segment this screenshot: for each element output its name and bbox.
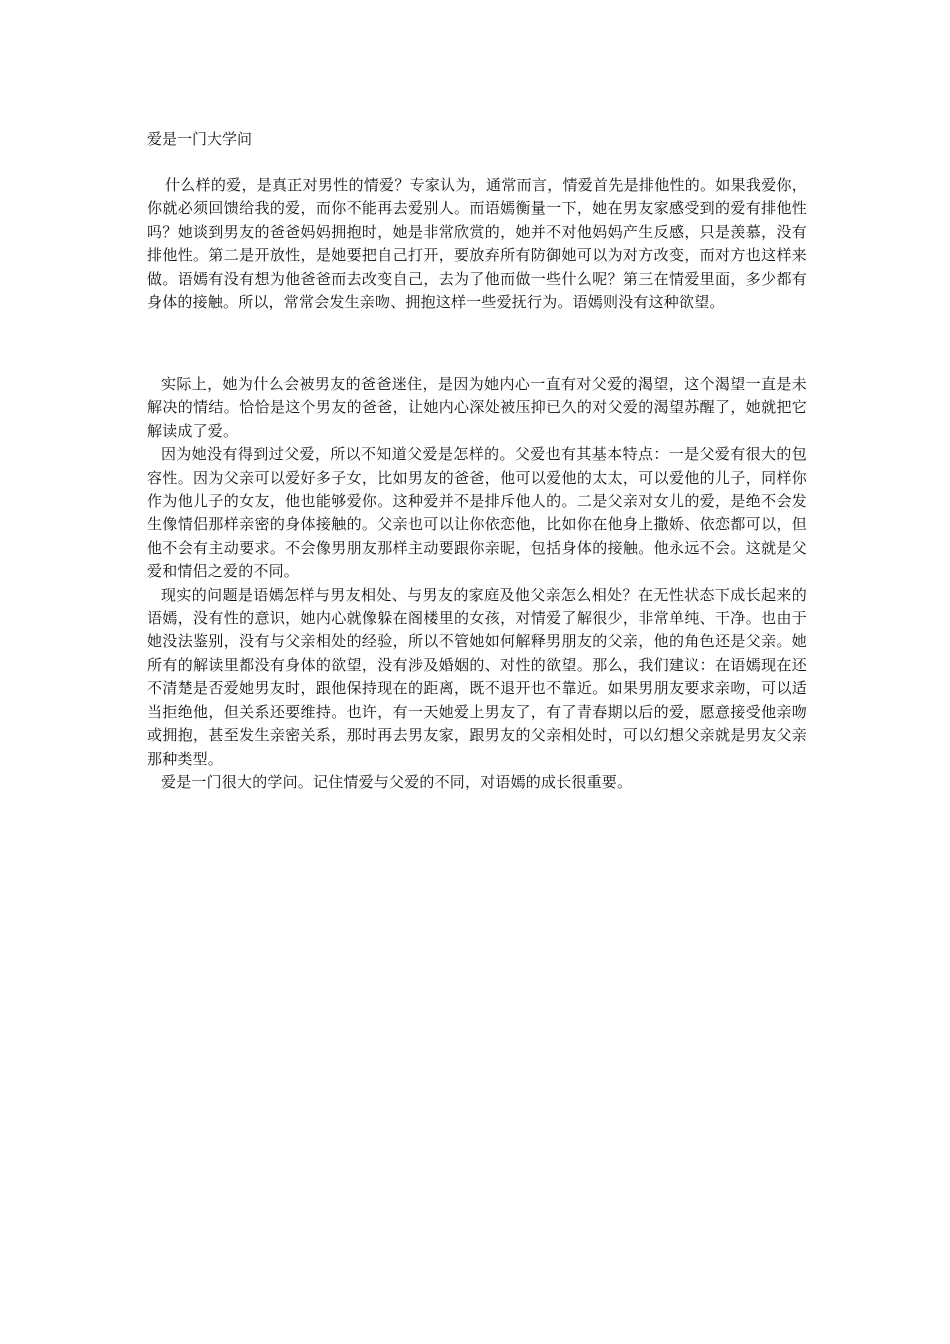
paragraph-4: 现实的问题是语嫣怎样与男友相处、与男友的家庭及他父亲怎么相处？在无性状态下成长起来的语嫣，没有性的意识，她内心就像躲在阁楼里的女孩，对情爱了解很少，非常单纯、干净。也由于她没法鉴别，没有与父亲相处的经验，所以不管她如何解释男朋友的父亲，他的角色还是父亲。她所有的解读里都没有身体的欲望，没有涉及婚姻的、对性的欲望。那么，我们建议：在语嫣现在还不清楚是否爱她男友时，跟他保持现在的距离，既不退开也不靠近。如果男朋友要求亲吻，可以适当拒绝他，但关系还要维持。也许，有一天她爱上男友了，有了青春期以后的爱，愿意接受他亲吻或拥抱，甚至发生亲密关系，那时再去男友家，跟男友的父亲相处时，可以幻想父亲就是男友父亲那种类型。 (147, 585, 807, 768)
paragraph-1: 什么样的爱，是真正对男性的情爱？专家认为，通常而言，情爱首先是排他性的。如果我爱你，你就必须回馈给我的爱，而你不能再去爱别人。而语嫣衡量一下，她在男友家感受到的爱有排他性吗？她谈到男友的爸爸妈妈拥抱时，她是非常欣赏的，她并不对他妈妈产生反感，只是羡慕，没有排他性。第二是开放性，是她要把自己打开，要放弃所有防御她可以为对方改变，而对方也这样来做。语嫣有没有想为他爸爸而去改变自己，去为了他而做一些什么呢？第三在情爱里面，多少都有身体的接触。所以，常常会发生亲吻、拥抱这样一些爱抚行为。语嫣则没有这种欲望。 (147, 176, 807, 312)
document-title: 爱是一门大学问 (147, 130, 253, 148)
paragraph-5: 爱是一门很大的学问。记住情爱与父爱的不同，对语嫣的成长很重要。 (161, 772, 633, 791)
body-section-1 (147, 174, 807, 314)
paragraph-3: 因为她没有得到过父爱，所以不知道父爱是怎样的。父爱也有其基本特点：一是父爱有很大的包容性。因为父亲可以爱好多子女，比如男友的爸爸，他可以爱他的太太，可以爱他的儿子，同样你作为他儿子的女友，他也能够爱你。这种爱并不是排斥他人的。二是父亲对女儿的爱，是绝不会发生像情侣那样亲密的身体接触的。父亲也可以让你依恋他，比如你在他身上撒娇、依恋都可以，但他不会有主动要求。不会像男朋友那样主动要跟你亲昵，包括身体的接触。他永远不会。这就是父爱和情侣之爱的不同。 (147, 445, 807, 581)
body-section-2 (147, 373, 807, 794)
paragraph-2: 实际上，她为什么会被男友的爸爸迷住，是因为她内心一直有对父爱的渴望，这个渴望一直是未解决的情结。恰恰是这个男友的爸爸，让她内心深处被压抑已久的对父爱的渴望苏醒了，她就把它解读成了爱。 (147, 375, 807, 440)
